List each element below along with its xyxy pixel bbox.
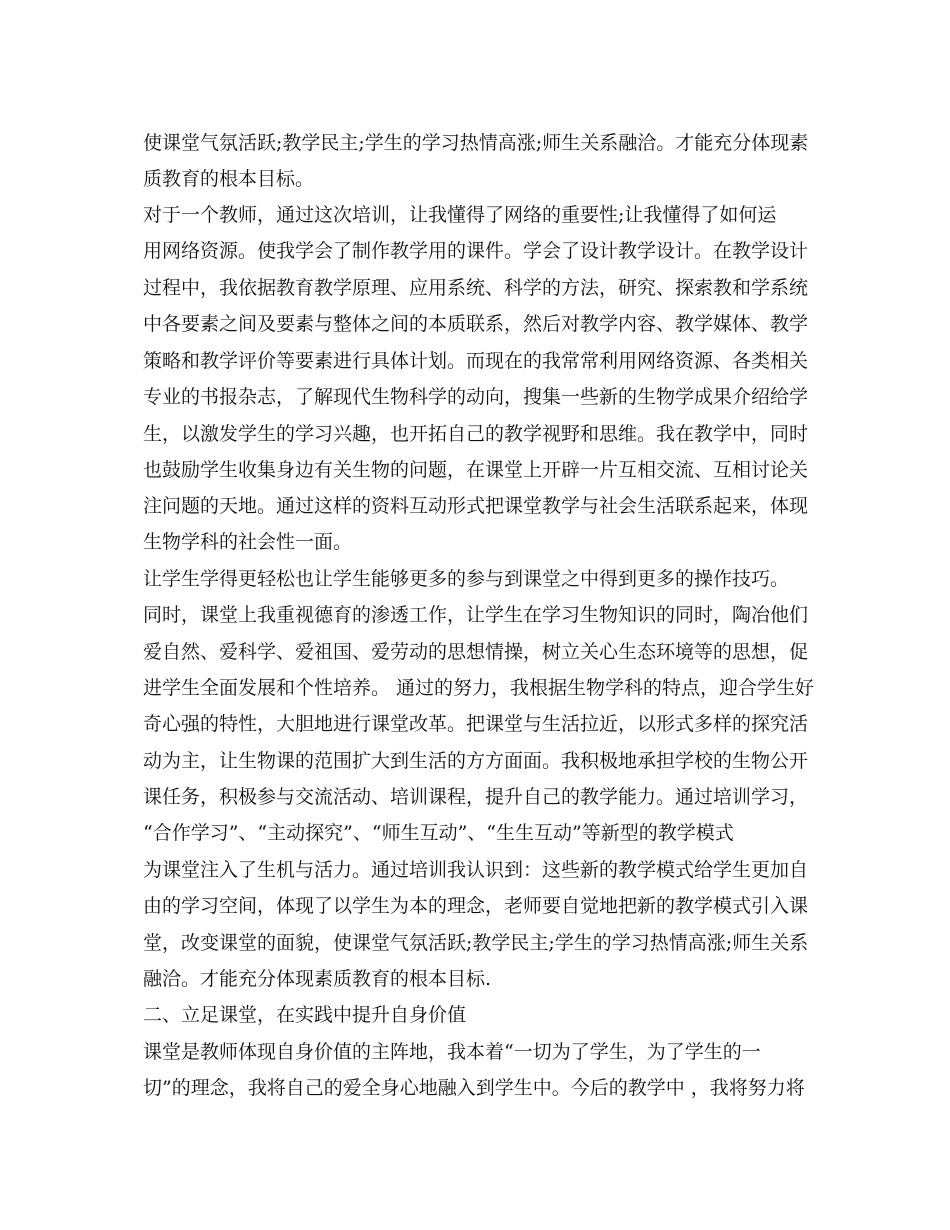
text-line: 课堂是教师体现自身价值的主阵地，我本着“一切为了学生，为了学生的一 — [143, 1041, 761, 1063]
section-heading: 二、立足课堂，在实践中提升自身价值 — [143, 1004, 467, 1026]
text-line: 动为主，让生物课的范围扩大到生活的方方面面。我积极地承担学校的生物公开 — [143, 750, 809, 772]
text-line: 让学生学得更轻松也让学生能够更多的参与到课堂之中得到更多的操作技巧。 — [143, 568, 790, 590]
text-line: 生，以激发学生的学习兴趣，也开拓自己的教学视野和思维。我在教学中，同时 — [143, 423, 809, 445]
text-line: 策略和教学评价等要素进行具体计划。而现在的我常常利用网络资源、各类相关 — [143, 350, 809, 372]
text-line: 为课堂注入了生机与活力。通过培训我认识到：这些新的教学模式给学生更加自 — [143, 859, 809, 881]
text-line: “合作学习”、“主动探究”、“师生互动”、“生生互动”等新型的教学模式 — [143, 822, 734, 844]
text-line: 同时，课堂上我重视德育的渗透工作，让学生在学习生物知识的同时，陶冶他们 — [143, 604, 809, 626]
text-line: 用网络资源。使我学会了制作教学用的课件。学会了设计教学设计。在教学设计 — [143, 240, 809, 262]
text-line: 由的学习空间，体现了以学生为本的理念，老师要自觉地把新的教学模式引入课 — [143, 895, 809, 917]
text-line: 对于一个教师，通过这次培训，让我懂得了网络的重要性;让我懂得了如何运 — [143, 204, 777, 226]
text-line: 切”的理念，我将自己的爱全身心地融入到学生中。今后的教学中 ，我将努力将 — [143, 1077, 805, 1099]
text-line: 也鼓励学生收集身边有关生物的问题，在课堂上开辟一片互相交流、互相讨论关 — [143, 459, 809, 481]
text-line: 使课堂气氛活跃;教学民主;学生的学习热情高涨;师生关系融洽。才能充分体现素 — [143, 132, 809, 154]
text-line: 质教育的根本目标。 — [143, 168, 315, 190]
text-line: 中各要素之间及要素与整体之间的本质联系，然后对教学内容、教学媒体、教学 — [143, 313, 809, 335]
text-line: 融洽。才能充分体现素质教育的根本目标. — [143, 968, 492, 990]
text-line: 堂，改变课堂的面貌，使课堂气氛活跃;教学民主;学生的学习热情高涨;师生关系 — [143, 932, 809, 954]
text-line: 生物学科的社会性一面。 — [143, 531, 353, 553]
text-line: 课任务，积极参与交流活动、培训课程，提升自己的教学能力。通过培训学习， — [143, 786, 809, 808]
text-line: 爱自然、爱科学、爱祖国、爱劳动的思想情操，树立关心生态环境等的思想，促 — [143, 641, 809, 663]
text-line: 进学生全面发展和个性培养。 通过的努力，我根据生物学科的特点，迎合学生好 — [143, 677, 815, 699]
text-line: 专业的书报杂志，了解现代生物科学的动向，搜集一些新的生物学成果介绍给学 — [143, 386, 809, 408]
text-line: 奇心强的特性，大胆地进行课堂改革。把课堂与生活拉近，以形式多样的探究活 — [143, 713, 809, 735]
text-line: 注问题的天地。通过这样的资料互动形式把课堂教学与社会生活联系起来，体现 — [143, 495, 809, 517]
text-line: 过程中，我依据教育教学原理、应用系统、科学的方法，研究、探索教和学系统 — [143, 277, 809, 299]
